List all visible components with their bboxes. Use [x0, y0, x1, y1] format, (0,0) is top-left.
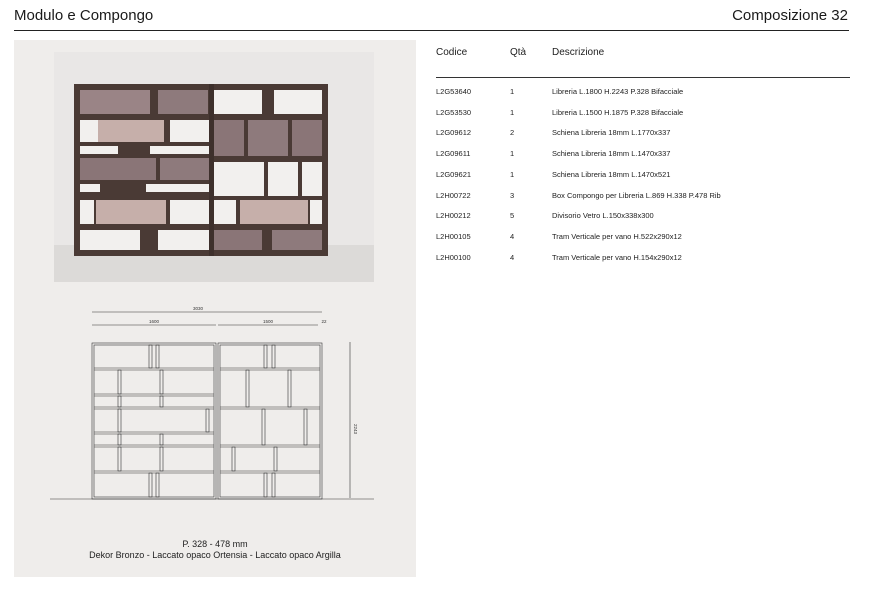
bookcase-rendering: [74, 84, 328, 256]
header-desc: Descrizione: [552, 47, 605, 58]
row-code: L2H00100: [436, 253, 471, 262]
dim-right-label: 1500: [262, 319, 274, 324]
row-code: L2G09612: [436, 128, 472, 137]
row-desc: Libreria L.1800 H.2243 P.328 Bifacciale: [552, 87, 684, 96]
row-desc: Tram Verticale per vano H.154x290x12: [552, 253, 682, 262]
page-title: Modulo e Compongo: [14, 7, 154, 24]
table-row: [436, 232, 850, 244]
row-qty: 4: [510, 253, 515, 262]
dim-gap-label: 22: [321, 319, 327, 324]
header-divider: [14, 30, 849, 31]
dim-total-label: 3030: [192, 306, 204, 311]
row-desc: Schiena Libreria 18mm L.1770x337: [552, 128, 671, 137]
table-row: [436, 191, 850, 203]
header-qty: Qtà: [510, 47, 527, 58]
row-code: L2H00105: [436, 232, 471, 241]
row-qty: 1: [510, 87, 515, 96]
row-qty: 1: [510, 149, 515, 158]
row-qty: 2: [510, 128, 515, 137]
row-desc: Libreria L.1500 H.1875 P.328 Bifacciale: [552, 108, 684, 117]
row-desc: Schiena Libreria 18mm L.1470x337: [552, 149, 671, 158]
row-code: L2G09621: [436, 170, 472, 179]
depth-caption: P. 328 - 478 mm: [182, 539, 248, 549]
row-desc: Box Compongo per Libreria L.869 H.338 P.478 Rib: [552, 191, 721, 200]
row-code: L2H00212: [436, 211, 471, 220]
table-row: [436, 170, 850, 182]
product-panel: [14, 40, 416, 577]
row-qty: 1: [510, 108, 515, 117]
row-qty: 1: [510, 170, 515, 179]
header-code: Codice: [436, 47, 468, 58]
table-row: [436, 87, 850, 99]
composition-title: Composizione 32: [732, 7, 848, 24]
row-desc: Schiena Libreria 18mm L.1470x521: [552, 170, 671, 179]
table-row: [436, 128, 850, 140]
row-qty: 3: [510, 191, 515, 200]
table-row: [436, 253, 850, 265]
row-desc: Divisorio Vetro L.150x338x300: [552, 211, 654, 220]
table-row: [436, 211, 850, 223]
row-desc: Tram Verticale per vano H.522x290x12: [552, 232, 682, 241]
dim-height-label: 2243: [353, 424, 358, 435]
row-code: L2G53530: [436, 108, 472, 117]
dim-left-label: 1600: [148, 319, 160, 324]
row-qty: 5: [510, 211, 515, 220]
table-row: [436, 108, 850, 120]
row-code: L2G09611: [436, 149, 471, 158]
finish-caption: Dekor Bronzo - Laccato opaco Ortensia - Laccato opaco Argilla: [89, 550, 341, 560]
table-row: [436, 149, 850, 161]
row-code: L2G53640: [436, 87, 472, 96]
table-header-divider: [436, 77, 850, 78]
row-code: L2H00722: [436, 191, 471, 200]
technical-drawing: [50, 302, 380, 542]
row-qty: 4: [510, 232, 515, 241]
